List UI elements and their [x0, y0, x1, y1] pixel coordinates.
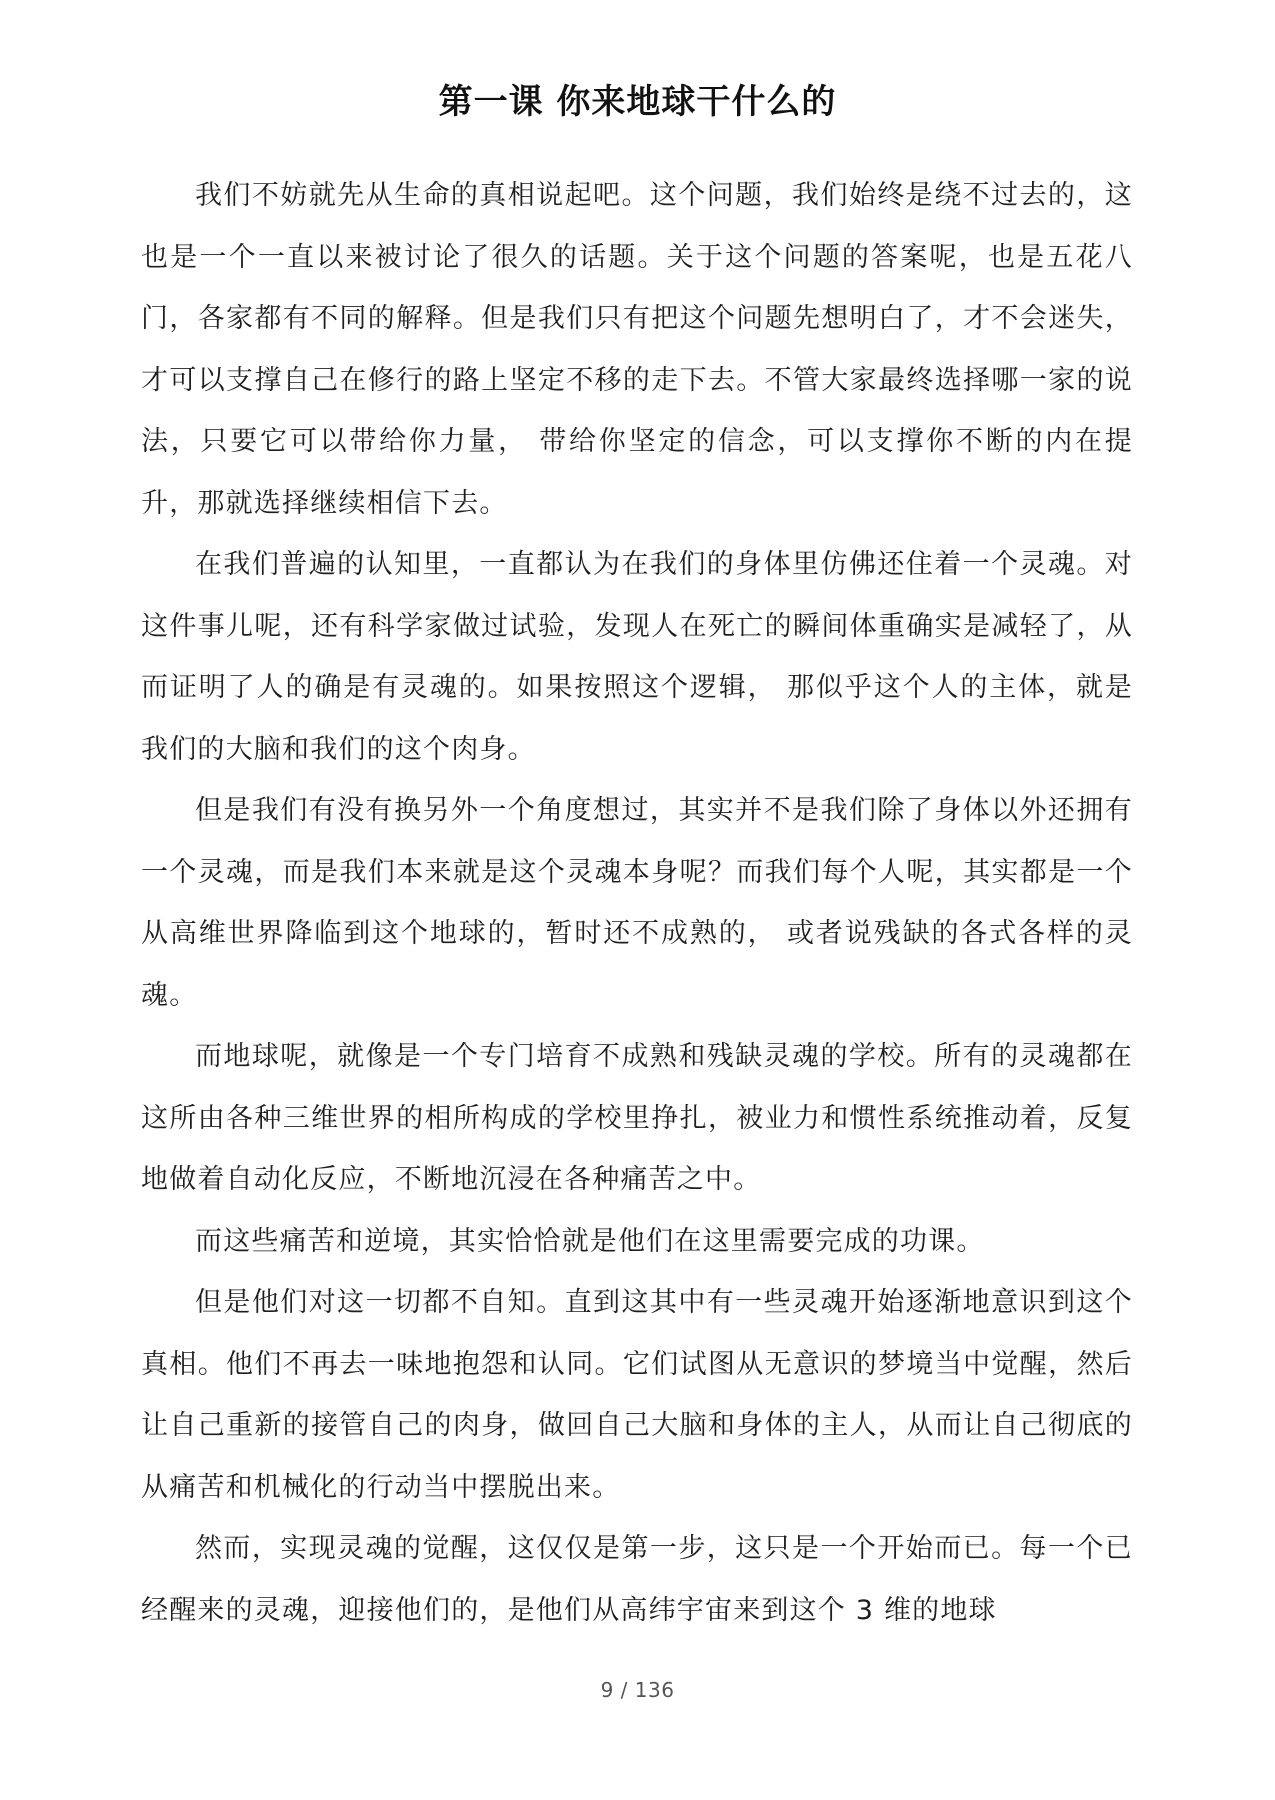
page-number: 9 / 136: [600, 1678, 675, 1702]
page-title: 第一课 你来地球干什么的: [438, 82, 837, 122]
paragraph: 在我们普遍的认知里，一直都认为在我们的身体里仿佛还住着一个灵魂。对这件事儿呢，还有科学家做过试验，发现人在死亡的瞬间体重确实是减轻了，从而证明了人的确是有灵魂的。如果按照这个逻辑， 那似乎这个人的主体，就是我们的大脑和我们的这个肉身。: [141, 549, 1133, 765]
paragraph: 但是我们有没有换另外一个角度想过，其实并不是我们除了身体以外还拥有一个灵魂，而是我们本来就是这个灵魂本身呢？而我们每个人呢，其实都是一个从高维世界降临到这个地球的，暂时还不成熟的， 或者说残缺的各式各样的灵魂。: [141, 795, 1133, 1011]
paragraph: 然而，实现灵魂的觉醒，这仅仅是第一步，这只是一个开始而已。每一个已经醒来的灵魂，迎接他们的，是他们从高纬宇宙来到这个 3 维的地球: [141, 1533, 1133, 1626]
paragraph: 我们不妨就先从生命的真相说起吧。这个问题，我们始终是绕不过去的，这也是一个一直以来被讨论了很久的话题。关于这个问题的答案呢，也是五花八门，各家都有不同的解释。但是我们只有把这个问题先想明白了，才不会迷失，才可以支撑自己在修行的路上坚定不移的走下去。不管大家最终选择哪一家的说法，只要它可以带给你力量， 带给你坚定的信念，可以支撑你不断的内在提升，那就选择继续相信下去。: [141, 180, 1133, 519]
paragraph: 但是他们对这一切都不自知。直到这其中有一些灵魂开始逐渐地意识到这个真相。他们不再去一味地抱怨和认同。它们试图从无意识的梦境当中觉醒，然后让自己重新的接管自己的肉身，做回自己大脑和身体的主人，从而让自己彻底的从痛苦和机械化的行动当中摆脱出来。: [141, 1287, 1133, 1503]
paragraph: 而这些痛苦和逆境，其实恰恰就是他们在这里需要完成的功课。: [195, 1225, 985, 1257]
body-text: [141, 165, 1133, 1641]
paragraph: 而地球呢，就像是一个专门培育不成熟和残缺灵魂的学校。所有的灵魂都在这所由各种三维世界的相所构成的学校里挣扎，被业力和惯性系统推动着，反复地做着自动化反应，不断地沉浸在各种痛苦之中。: [141, 1041, 1133, 1195]
